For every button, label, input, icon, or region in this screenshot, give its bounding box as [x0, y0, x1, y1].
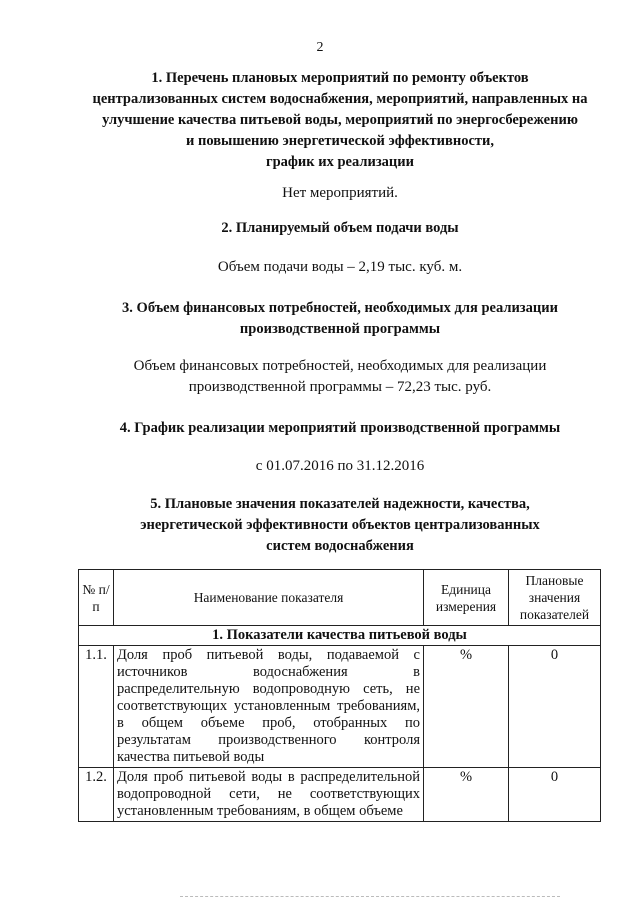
table-section-title: 1. Показатели качества питьевой воды	[79, 626, 601, 646]
table-row	[79, 646, 601, 768]
header-indicator-name: Наименование показателя	[114, 570, 424, 626]
section-5-heading-line: энергетической эффективности объектов централизованных	[140, 517, 540, 533]
row-number: 1.2.	[79, 768, 114, 822]
row-planned-value: 0	[509, 646, 601, 768]
header-planned-value: Плановые значения показателей	[509, 570, 601, 626]
header-number: № п/п	[79, 570, 114, 626]
section-3-text	[60, 356, 620, 398]
page-number: 2	[316, 40, 324, 55]
row-indicator-name: Доля проб питьевой воды в распределительной водопроводной сети, не соответствующих установленным требованиям, в общем объеме	[114, 768, 424, 822]
table-section-row	[79, 626, 601, 646]
row-indicator-name: Доля проб питьевой воды, подаваемой с источников водоснабжения в распределительную водопроводную сеть, не соответствующих установленным требованиям, в общем объеме проб, отобранных по результатам производственного контроля качества питьевой воды	[114, 646, 424, 768]
indicators-table	[78, 569, 601, 822]
section-5-heading-line: 5. Плановые значения показателей надежности, качества,	[150, 496, 530, 512]
section-2-text: Объем подачи воды – 2,19 тыс. куб. м.	[217, 259, 463, 275]
section-1-heading-line: 1. Перечень плановых мероприятий по ремонту объектов	[151, 70, 529, 86]
table-row	[79, 768, 601, 822]
row-number: 1.1.	[79, 646, 114, 768]
scan-edge-artifact	[180, 896, 560, 898]
section-1-heading-line: и повышению энергетической эффективности,	[186, 133, 494, 149]
section-1-heading-line: централизованных систем водоснабжения, мероприятий, направленных на	[92, 91, 588, 107]
section-4-heading: 4. График реализации мероприятий производственной программы	[119, 420, 561, 436]
table-header-row	[79, 570, 601, 626]
section-4-text: с 01.07.2016 по 31.12.2016	[255, 458, 425, 474]
row-unit: %	[424, 768, 509, 822]
indicators-table-wrapper	[78, 569, 600, 822]
section-1-heading	[60, 68, 620, 173]
section-3-heading-line: производственной программы	[239, 321, 441, 337]
section-1-heading-line: график их реализации	[265, 154, 414, 170]
section-3-heading-line: 3. Объем финансовых потребностей, необходимых для реализации	[122, 300, 558, 316]
section-3-heading	[60, 298, 620, 340]
section-3-text-line: производственной программы – 72,23 тыс. руб.	[188, 379, 492, 395]
section-5-heading-line: систем водоснабжения	[266, 538, 414, 554]
header-unit: Единица измерения	[424, 570, 509, 626]
section-1-text: Нет мероприятий.	[282, 185, 398, 201]
section-2-heading: 2. Планируемый объем подачи воды	[221, 220, 459, 236]
row-planned-value: 0	[509, 768, 601, 822]
section-5-heading	[60, 494, 620, 557]
section-1-heading-line: улучшение качества питьевой воды, мероприятий по энергосбережению	[102, 112, 578, 128]
section-3-text-line: Объем финансовых потребностей, необходимых для реализации	[133, 358, 547, 374]
row-unit: %	[424, 646, 509, 768]
